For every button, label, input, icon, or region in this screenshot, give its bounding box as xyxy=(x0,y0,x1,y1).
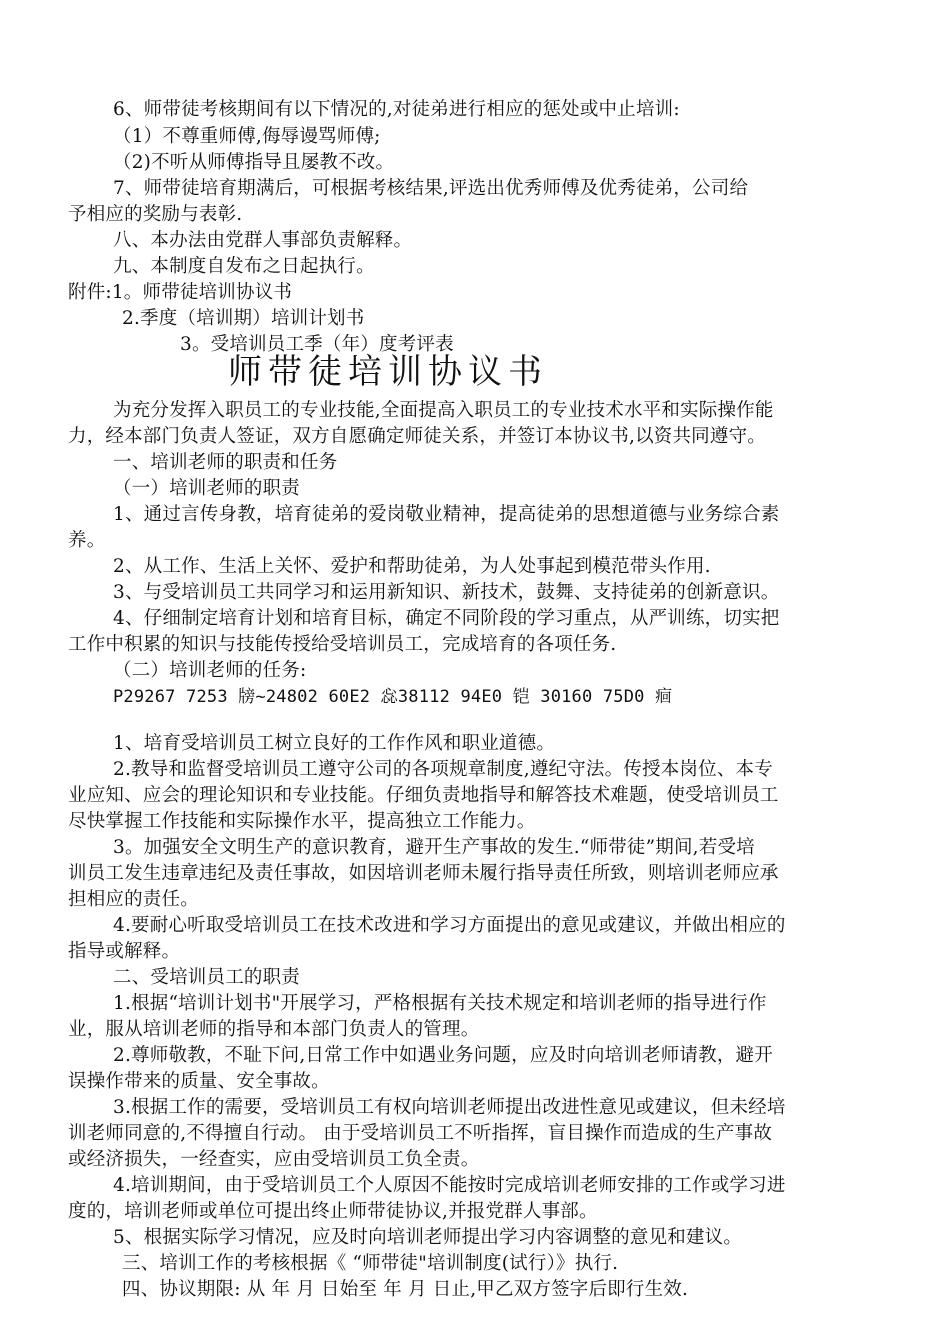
text-line: 5、根据实际学习情况，应及时向培训老师提出学习内容调整的意见和建议。 xyxy=(113,1227,743,1248)
section-heading: 二、受培训员工的职责 xyxy=(113,967,301,988)
text-line: 业，服从培训老师的指导和本部门负责人的管理。 xyxy=(68,1019,480,1040)
text-line: 2.季度（培训期）培训计划书 xyxy=(122,308,365,329)
text-line: 担相应的责任。 xyxy=(68,889,199,910)
text-line: 为充分发挥入职员工的专业技能,全面提高入职员工的专业技术水平和实际操作能 xyxy=(113,400,774,421)
subsection-heading: （一）培训老师的职责 xyxy=(113,478,301,499)
text-line: 2.尊师敬教，不耻下问,日常工作中如遇业务问题，应及时向培训老师请教，避开 xyxy=(113,1045,773,1066)
text-line: 1.根据“培训计划书"开展学习，严格根据有关技术规定和培训老师的指导进行作 xyxy=(113,993,767,1014)
text-line: 业应知、应会的理论知识和专业技能。仔细负责地指导和解答技术难题，使受培训员工 xyxy=(68,785,779,806)
text-line: （1）不尊重师傅,侮辱谩骂师傅; xyxy=(113,126,381,147)
text-line: 养。 xyxy=(68,530,106,551)
text-line: （2)不听从师傅指导且屡教不改。 xyxy=(113,152,395,173)
text-line: 4.要耐心听取受培训员工在技术改进和学习方面提出的意见或建议，并做出相应的 xyxy=(113,915,786,936)
text-line: 4、仔细制定培育计划和培育目标，确定不同阶段的学习重点，从严训练，切实把 xyxy=(113,608,780,629)
text-line: 尽快掌握工作技能和实际操作水平，提高独立工作能力。 xyxy=(68,811,536,832)
text-line: 附件:1。师带徒培训协议书 xyxy=(68,282,293,303)
text-line: 1、通过言传身教，培育徒弟的爱岗敬业精神，提高徒弟的思想道德与业务综合素 xyxy=(113,504,780,525)
text-line: 工作中积累的知识与技能传授给受培训员工，完成培育的各项任务. xyxy=(68,634,617,655)
text-line: 或经济损失，一经查实，应由受培训员工负全责。 xyxy=(68,1149,480,1170)
section-heading: 三、培训工作的考核根据《 “师带徒"培训制度(试行）》执行. xyxy=(122,1253,619,1274)
text-line: 3、与受培训员工共同学习和运用新知识、新技术，鼓舞、支持徒弟的创新意识。 xyxy=(113,582,780,603)
text-line: 误操作带来的质量、安全事故。 xyxy=(68,1071,330,1092)
document-title: 师带徒培训协议书 xyxy=(228,352,548,392)
text-line: 1、培育受培训员工树立良好的工作作风和职业道德。 xyxy=(113,733,556,754)
text-line: 九、本制度自发布之日起执行。 xyxy=(113,256,375,277)
text-line: 八、本办法由党群人事部负责解释。 xyxy=(113,230,413,251)
text-line: 2.教导和监督受培训员工遵守公司的各项规章制度,遵纪守法。传授本岗位、本专 xyxy=(113,759,773,780)
text-line: 6、师带徒考核期间有以下情况的,对徒弟进行相应的惩处或中止培训: xyxy=(113,99,680,120)
text-line: 4.培训期间，由于受培训员工个人原因不能按时完成培训老师安排的工作或学习进 xyxy=(113,1175,786,1196)
text-line: 训员工发生违章违纪及责任事故，如因培训老师未履行指导责任所致，则培训老师应承 xyxy=(68,863,779,884)
text-line: 3.根据工作的需要，受培训员工有权向培训老师提出改进性意见或建议，但未经培 xyxy=(113,1097,786,1118)
text-line: 3。受培训员工季（年）度考评表 xyxy=(180,334,454,355)
subsection-heading: （二）培训老师的任务: xyxy=(113,660,307,681)
garbled-code-line: P29267 7253 牓~24802 60E2 惢38112 94E0 铠 30160 75D0 痐 xyxy=(113,687,673,707)
text-line: 予相应的奖励与表彰. xyxy=(68,204,243,225)
text-line: 度的，培训老师或单位可提出终止师带徒协议,并报党群人事部。 xyxy=(68,1201,598,1222)
text-line: 力，经本部门负责人签证，双方自愿确定师徒关系，并签订本协议书,以资共同遵守。 xyxy=(68,426,766,447)
text-line: 训老师同意的,不得擅自行动。 由于受培训员工不听指挥，盲目操作而造成的生产事故 xyxy=(68,1123,773,1144)
text-line: 3。加强安全文明生产的意识教育，避开生产事故的发生.“师带徒”期间,若受培 xyxy=(113,837,755,858)
text-line: 7、师带徒培育期满后，可根据考核结果,评选出优秀师傅及优秀徒弟，公司给 xyxy=(113,178,749,199)
text-line: 指导或解释。 xyxy=(68,941,181,962)
section-heading: 一、培训老师的职责和任务 xyxy=(113,452,338,473)
text-line: 2、从工作、生活上关怀、爱护和帮助徒弟，为人处事起到模范带头作用. xyxy=(113,556,711,577)
section-heading: 四、协议期限: 从 年 月 日始至 年 月 日止,甲乙双方签字后即行生效. xyxy=(122,1279,689,1300)
